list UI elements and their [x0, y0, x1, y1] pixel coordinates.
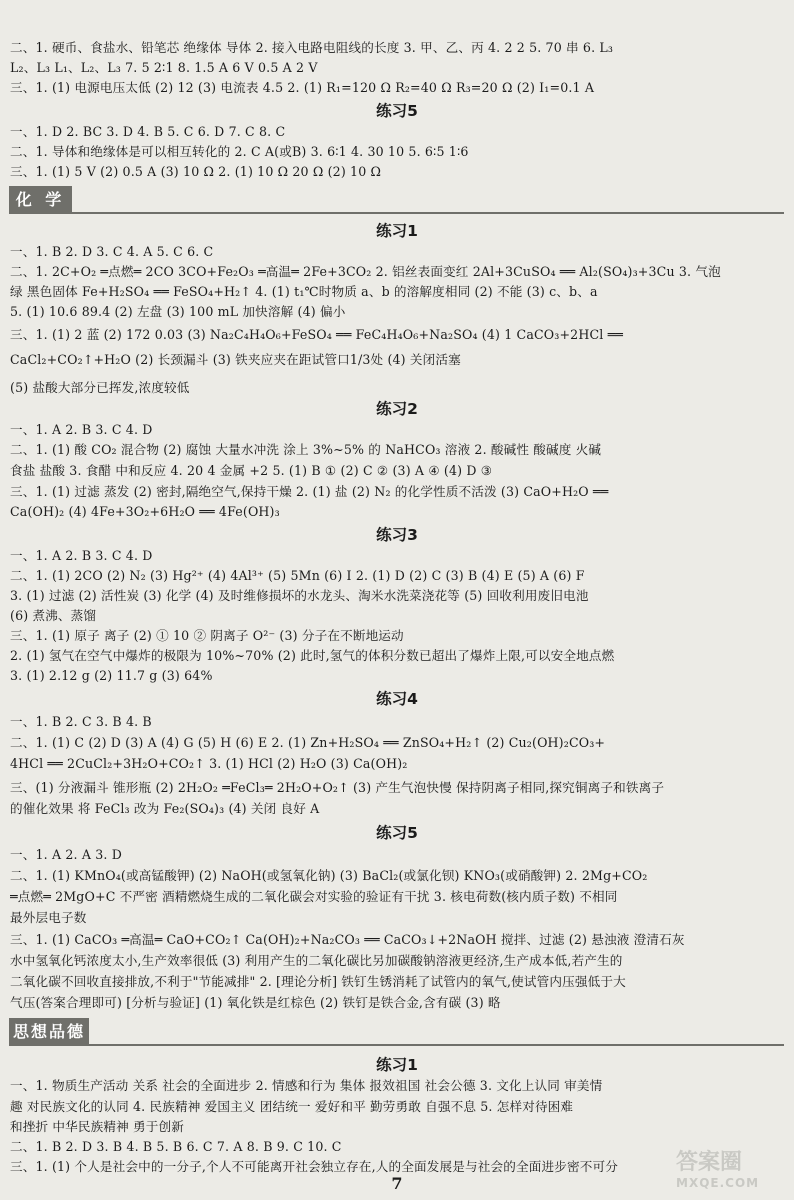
chemistry-answer-line: 三、(1) 分液漏斗 锥形瓶 (2) 2H₂O₂ ═FeCl₃═ 2H₂O+O₂↑ (3) 产生气泡快慢 保持阴离子相同,探究铜离子和铁离子 [10, 780, 665, 795]
chemistry-answer-line: (5) 盐酸大部分已挥发,浓度较低 [10, 380, 190, 395]
chemistry-answer-line: 的催化效果 将 FeCl₃ 改为 Fe₂(SO₄)₃ (4) 关闭 良好 A [10, 801, 320, 816]
chemistry-answer-line: 食盐 盐酸 3. 食醋 中和反应 4. 20 4 金属 +2 5. (1) B ① (2) C ② (3) A ④ (4) D ③ [10, 463, 493, 478]
section-title-morality: 思想品德 [9, 1018, 89, 1046]
chemistry-answer-line: 2. (1) 氢气在空气中爆炸的极限为 10%~70% (2) 此时,氢气的体积分数已超出了爆炸上限,可以安全地点燃 [10, 648, 615, 663]
chemistry-answer-line: ═点燃═ 2MgO+C 不严密 酒精燃烧生成的二氧化碳会对实验的验证有干扰 3. 核电荷数(核内质子数) 不相同 [10, 889, 618, 904]
chemistry-answer-line: 二、1. (1) KMnO₄(或高锰酸钾) (2) NaOH(或氢氧化钠) (3) BaCl₂(或氯化钡) KNO₃(或硝酸钾) 2. 2Mg+CO₂ [10, 868, 648, 883]
exercise-heading: 练习1 [376, 1056, 418, 1074]
chemistry-answer-line: 4HCl ══ 2CuCl₂+3H₂O+CO₂↑ 3. (1) HCl (2) H₂O (3) Ca(OH)₂ [10, 756, 408, 771]
chemistry-answer-line: 3. (1) 过滤 (2) 活性炭 (3) 化学 (4) 及时维修损坏的水龙头、淘米水洗菜浇花等 (5) 回收利用废旧电池 [10, 588, 589, 603]
chemistry-answer-line: 气压(答案合理即可) [分析与验证] (1) 氧化铁是红棕色 (2) 铁钉是铁合金,含有碳 (3) 略 [10, 995, 501, 1010]
chemistry-answer-line: 三、1. (1) 过滤 蒸发 (2) 密封,隔绝空气,保持干燥 2. (1) 盐 (2) N₂ 的化学性质不活泼 (3) CaO+H₂O ══ [10, 484, 609, 499]
chemistry-answer-line: 二、1. (1) 2CO (2) N₂ (3) Hg²⁺ (4) 4Al³⁺ (5) 5Mn (6) I 2. (1) D (2) C (3) B (4) E (5) A (6) F [10, 568, 585, 583]
chemistry-answer-line: 一、1. B 2. C 3. B 4. B [10, 714, 152, 729]
chemistry-answer-line: 一、1. A 2. B 3. C 4. D [10, 548, 153, 563]
chemistry-answer-line: 二、1. 2C+O₂ ═点燃═ 2CO 3CO+Fe₂O₃ ═高温═ 2Fe+3CO₂ 2. 铝丝表面变红 2Al+3CuSO₄ ══ Al₂(SO₄)₃+3Cu 3. 气泡 [10, 264, 721, 279]
chemistry-answer-line: 最外层电子数 [10, 910, 87, 925]
exercise-heading: 练习1 [376, 222, 418, 240]
chemistry-answer-line: 一、1. A 2. B 3. C 4. D [10, 422, 153, 437]
page-number: 7 [391, 1174, 403, 1193]
chemistry-answer-line: 三、1. (1) CaCO₃ ═高温═ CaO+CO₂↑ Ca(OH)₂+Na₂CO₃ ══ CaCO₃↓+2NaOH 搅拌、过滤 (2) 悬浊液 澄清石灰 [10, 932, 685, 947]
physics-answer-line: 二、1. 硬币、食盐水、铅笔芯 绝缘体 导体 2. 接入电路电阻线的长度 3. 甲、乙、丙 4. 2 2 5. 70 串 6. L₃ [10, 40, 614, 55]
chemistry-answer-line: 一、1. B 2. D 3. C 4. A 5. C 6. C [10, 244, 214, 259]
chemistry-answer-line: 5. (1) 10.6 89.4 (2) 左盘 (3) 100 mL 加快溶解 (4) 偏小 [10, 304, 346, 319]
chemistry-answer-line: 二、1. (1) C (2) D (3) A (4) G (5) H (6) E 2. (1) Zn+H₂SO₄ ══ ZnSO₄+H₂↑ (2) Cu₂(OH)₂CO₃+ [10, 735, 606, 750]
morality-answer-line: 二、1. B 2. D 3. B 4. B 5. B 6. C 7. A 8. B 9. C 10. C [10, 1139, 342, 1154]
chemistry-answer-line: 3. (1) 2.12 g (2) 11.7 g (3) 64% [10, 668, 213, 683]
chemistry-answer-line: 二氧化碳不回收直接排放,不利于"节能减排" 2. [理论分析] 铁钉生锈消耗了试管内的氧气,使试管内压强低于大 [10, 974, 626, 989]
section-title-chemistry: 化 学 [9, 186, 72, 214]
physics-answer-line: 一、1. D 2. BC 3. D 4. B 5. C 6. D 7. C 8. C [10, 124, 286, 139]
exercise-heading: 练习4 [376, 690, 418, 708]
exercise-heading: 练习5 [376, 102, 418, 120]
exercise-heading: 练习2 [376, 400, 418, 418]
morality-answer-line: 和挫折 中华民族精神 勇于创新 [10, 1119, 184, 1134]
chemistry-answer-line: (6) 煮沸、蒸馏 [10, 608, 97, 623]
chemistry-answer-line: CaCl₂+CO₂↑+H₂O (2) 长颈漏斗 (3) 铁夹应夹在距试管口1/3处 (4) 关闭活塞 [10, 352, 461, 367]
exercise-heading: 练习5 [376, 824, 418, 842]
chemistry-answer-line: 三、1. (1) 2 蓝 (2) 172 0.03 (3) Na₂C₄H₄O₆+FeSO₄ ══ FeC₄H₄O₆+Na₂SO₄ (4) 1 CaCO₃+2HCl ══ [10, 327, 624, 342]
morality-answer-line: 趣 对民族文化的认同 4. 民族精神 爱国主义 团结统一 爱好和平 勤劳勇敢 自强不息 5. 怎样对待困难 [10, 1099, 574, 1114]
morality-answer-line: 一、1. 物质生产活动 关系 社会的全面进步 2. 情感和行为 集体 报效祖国 社会公德 3. 文化上认同 审美情 [10, 1078, 603, 1093]
chemistry-answer-line: 绿 黑色固体 Fe+H₂SO₄ ══ FeSO₄+H₂↑ 4. (1) t₁℃时物质 a、b 的溶解度相同 (2) 不能 (3) c、b、a [10, 284, 598, 299]
chemistry-answer-line: 三、1. (1) 原子 离子 (2) ① 10 ② 阴离子 O²⁻ (3) 分子在不断地运动 [10, 628, 404, 643]
chemistry-answer-line: 水中氢氧化钙浓度太小,生产效率很低 (3) 利用产生的二氧化碳比另加碳酸钠溶液更经济,生产成本低,若产生的 [10, 953, 623, 968]
physics-answer-line: 三、1. (1) 电源电压太低 (2) 12 (3) 电流表 4.5 2. (1) R₁=120 Ω R₂=40 Ω R₃=20 Ω (2) I₁=0.1 A [10, 80, 595, 95]
physics-answer-line: 三、1. (1) 5 V (2) 0.5 A (3) 10 Ω 2. (1) 10 Ω 20 Ω (2) 10 Ω [10, 164, 382, 179]
physics-answer-line: 二、1. 导体和绝缘体是可以相互转化的 2. C A(或B) 3. 6∶1 4. 30 10 5. 6∶5 1∶6 [10, 144, 469, 159]
section-divider [89, 1044, 784, 1046]
chemistry-answer-line: Ca(OH)₂ (4) 4Fe+3O₂+6H₂O ══ 4Fe(OH)₃ [10, 504, 280, 519]
physics-answer-line: L₂、L₃ L₁、L₂、L₃ 7. 5 2∶1 8. 1.5 A 6 V 0.5 A 2 V [10, 60, 318, 75]
morality-answer-line: 三、1. (1) 个人是社会中的一分子,个人不可能离开社会独立存在,人的全面发展是与社会的全面进步密不可分 [10, 1159, 618, 1174]
watermark-logo-text: 答案圈 [676, 1150, 743, 1175]
section-divider [72, 212, 784, 214]
watermark-logo [676, 1150, 786, 1194]
watermark-url: MXQE.COM [676, 1176, 760, 1190]
exercise-heading: 练习3 [376, 526, 418, 544]
chemistry-answer-line: 二、1. (1) 酸 CO₂ 混合物 (2) 腐蚀 大量水冲洗 涂上 3%~5% 的 NaHCO₃ 溶液 2. 酸碱性 酸碱度 火碱 [10, 442, 602, 457]
chemistry-answer-line: 一、1. A 2. A 3. D [10, 847, 122, 862]
